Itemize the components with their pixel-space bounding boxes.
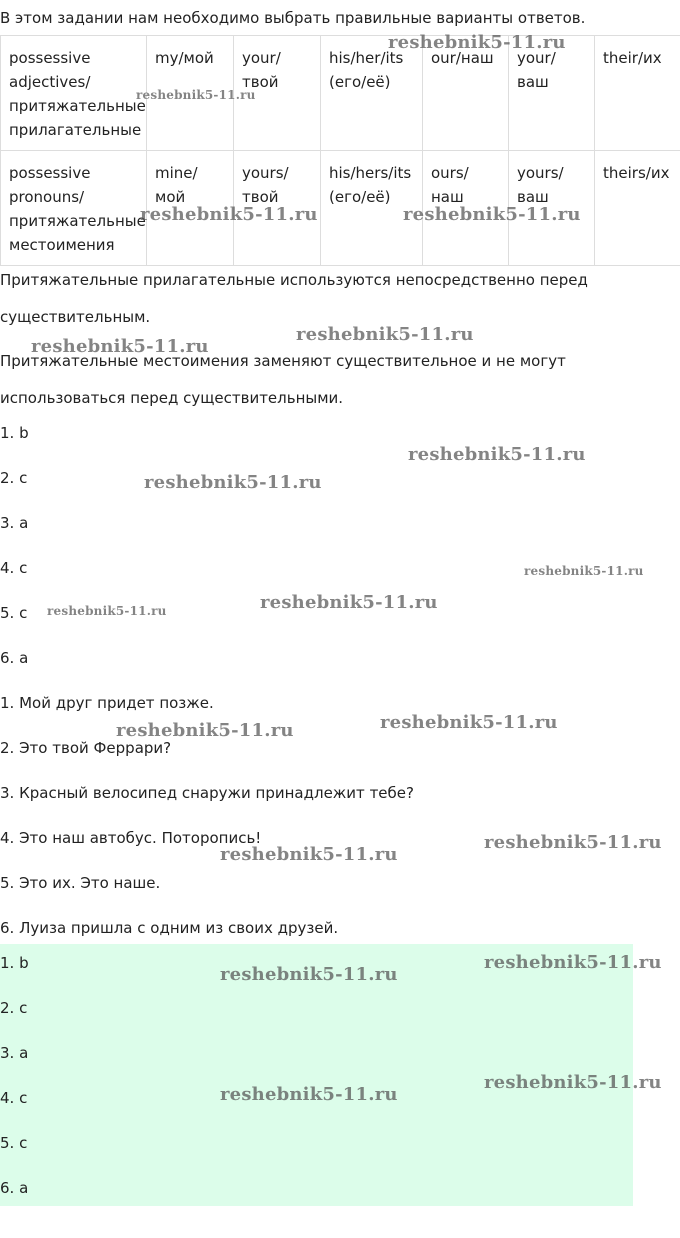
watermark: reshebnik5-11.ru [524,564,644,578]
watermark: reshebnik5-11.ru [403,204,581,225]
final-answer-item: 4. c [0,1089,28,1107]
table-cell: their/их [595,36,680,151]
intro-text: В этом задании нам необходимо выбрать правильные варианты ответов. [0,9,586,27]
table-cell: theirs/их [595,151,680,266]
table-cell: yours/ твой [234,151,321,266]
watermark: reshebnik5-11.ru [380,712,558,733]
final-answer-item: 1. b [0,954,29,972]
possessives-table [0,35,680,266]
final-answer-item: 5. c [0,1134,28,1152]
watermark: reshebnik5-11.ru [388,32,566,53]
table-cell: yours/ ваш [509,151,595,266]
watermark: reshebnik5-11.ru [116,720,294,741]
watermark: reshebnik5-11.ru [408,444,586,465]
translation-item: 3. Красный велосипед снаружи принадлежит тебе? [0,784,414,802]
rule-pronouns: Притяжательные местоимения заменяют существительное и не могут использоваться перед существительными. [0,352,566,407]
table-cell: his/her/its (его/её) [321,36,423,151]
watermark: reshebnik5-11.ru [484,832,662,853]
watermark: reshebnik5-11.ru [144,472,322,493]
translation-item: 6. Луиза пришла с одним из своих друзей. [0,919,339,937]
answer-item: 6. a [0,649,29,667]
final-answer-item: 2. c [0,999,28,1017]
table-cell: possessive adjectives/ притяжательные прилагательные [1,36,147,151]
answer-item: 2. c [0,469,28,487]
final-answer-item: 3. a [0,1044,29,1062]
table-cell: your/ ваш [509,36,595,151]
translation-item: 5. Это их. Это наше. [0,874,161,892]
watermark: reshebnik5-11.ru [296,324,474,345]
answer-item: 5. c [0,604,28,622]
watermark: reshebnik5-11.ru [484,1072,662,1093]
watermark: reshebnik5-11.ru [220,844,398,865]
watermark: reshebnik5-11.ru [140,204,318,225]
table-cell: your/ твой [234,36,321,151]
table-cell: his/hers/its (его/её) [321,151,423,266]
watermark: reshebnik5-11.ru [260,592,438,613]
answer-item: 1. b [0,424,29,442]
table-row [1,36,680,151]
watermark: reshebnik5-11.ru [136,88,256,102]
table-cell: possessive pronouns/ притяжательные местоимения [1,151,147,266]
watermark: reshebnik5-11.ru [220,964,398,985]
final-answer-item: 6. a [0,1179,29,1197]
watermark: reshebnik5-11.ru [220,1084,398,1105]
translation-item: 2. Это твой Феррари? [0,739,172,757]
watermark: reshebnik5-11.ru [31,336,209,357]
translation-item: 4. Это наш автобус. Поторопись! [0,829,262,847]
table-cell: my/мой [147,36,234,151]
answer-item: 3. a [0,514,29,532]
translation-item: 1. Мой друг придет позже. [0,694,214,712]
answer-item: 4. c [0,559,28,577]
rule-adjectives: Притяжательные прилагательные используются непосредственно перед существительным. [0,271,588,326]
table-cell: ours/ наш [423,151,509,266]
table-cell: our/наш [423,36,509,151]
table-cell: mine/ мой [147,151,234,266]
watermark: reshebnik5-11.ru [484,952,662,973]
watermark: reshebnik5-11.ru [47,604,167,618]
